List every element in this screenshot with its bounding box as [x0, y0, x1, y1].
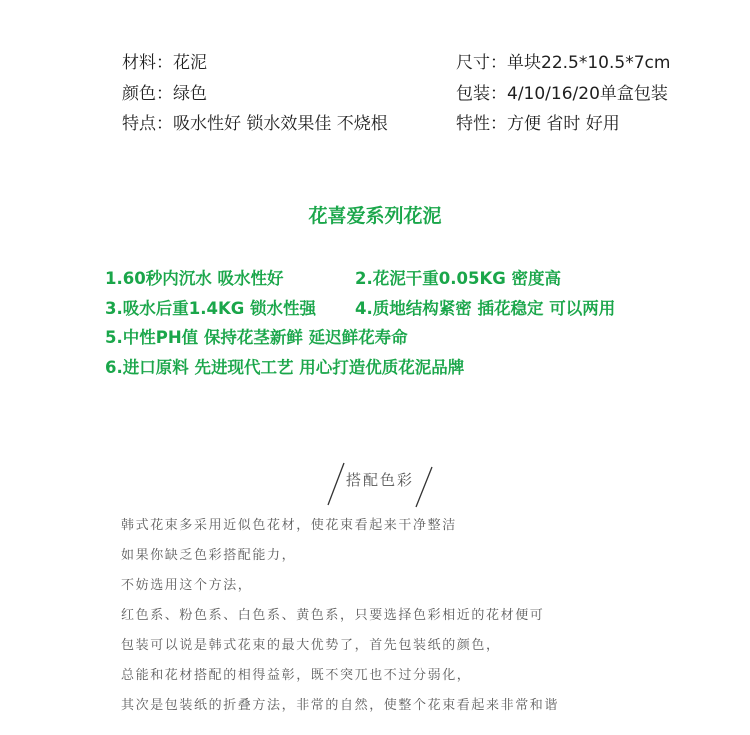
- paragraph-line: 如果你缺乏色彩搭配能力，: [121, 548, 297, 563]
- section-header: [320, 455, 440, 515]
- series-title: 花喜爱系列花泥: [308, 205, 442, 227]
- feature-2: 2.花泥干重0.05KG 密度高: [355, 269, 562, 288]
- paragraph-line: 红色系、粉色系、白色系、黄色系，只要选择色彩相近的花材便可: [121, 608, 545, 623]
- paragraph-line: 不妨选用这个方法，: [121, 578, 253, 593]
- spec-package: 包装：4/10/16/20单盒包装: [456, 84, 668, 104]
- spec-size: 尺寸：单块22.5*10.5*7cm: [456, 53, 671, 73]
- feature-3: 3.吸水后重1.4KG 锁水性强: [105, 299, 317, 318]
- feature-1: 1.60秒内沉水 吸水性好: [105, 269, 284, 288]
- spec-property: 特性：方便 省时 好用: [456, 114, 620, 134]
- section-header-text: 搭配色彩: [345, 471, 414, 489]
- feature-5: 5.中性PH值 保持花茎新鲜 延迟鲜花寿命: [105, 328, 408, 347]
- spec-material: 材料：花泥: [122, 53, 207, 73]
- feature-6: 6.进口原料 先进现代工艺 用心打造优质花泥品牌: [105, 358, 465, 377]
- paragraph-line: 韩式花束多采用近似色花材，使花束看起来干净整洁: [121, 518, 457, 533]
- spec-feature: 特点：吸水性好 锁水效果佳 不烧根: [122, 114, 388, 134]
- paragraph-line: 包装可以说是韩式花束的最大优势了，首先包装纸的颜色，: [121, 638, 501, 653]
- paragraph-line: 其次是包装纸的折叠方法，非常的自然，使整个花束看起来非常和谐: [121, 698, 560, 713]
- paragraph-line: 总能和花材搭配的相得益彰，既不突兀也不过分弱化，: [121, 668, 472, 683]
- feature-4: 4.质地结构紧密 插花稳定 可以两用: [355, 299, 616, 318]
- spec-color: 颜色：绿色: [122, 84, 207, 104]
